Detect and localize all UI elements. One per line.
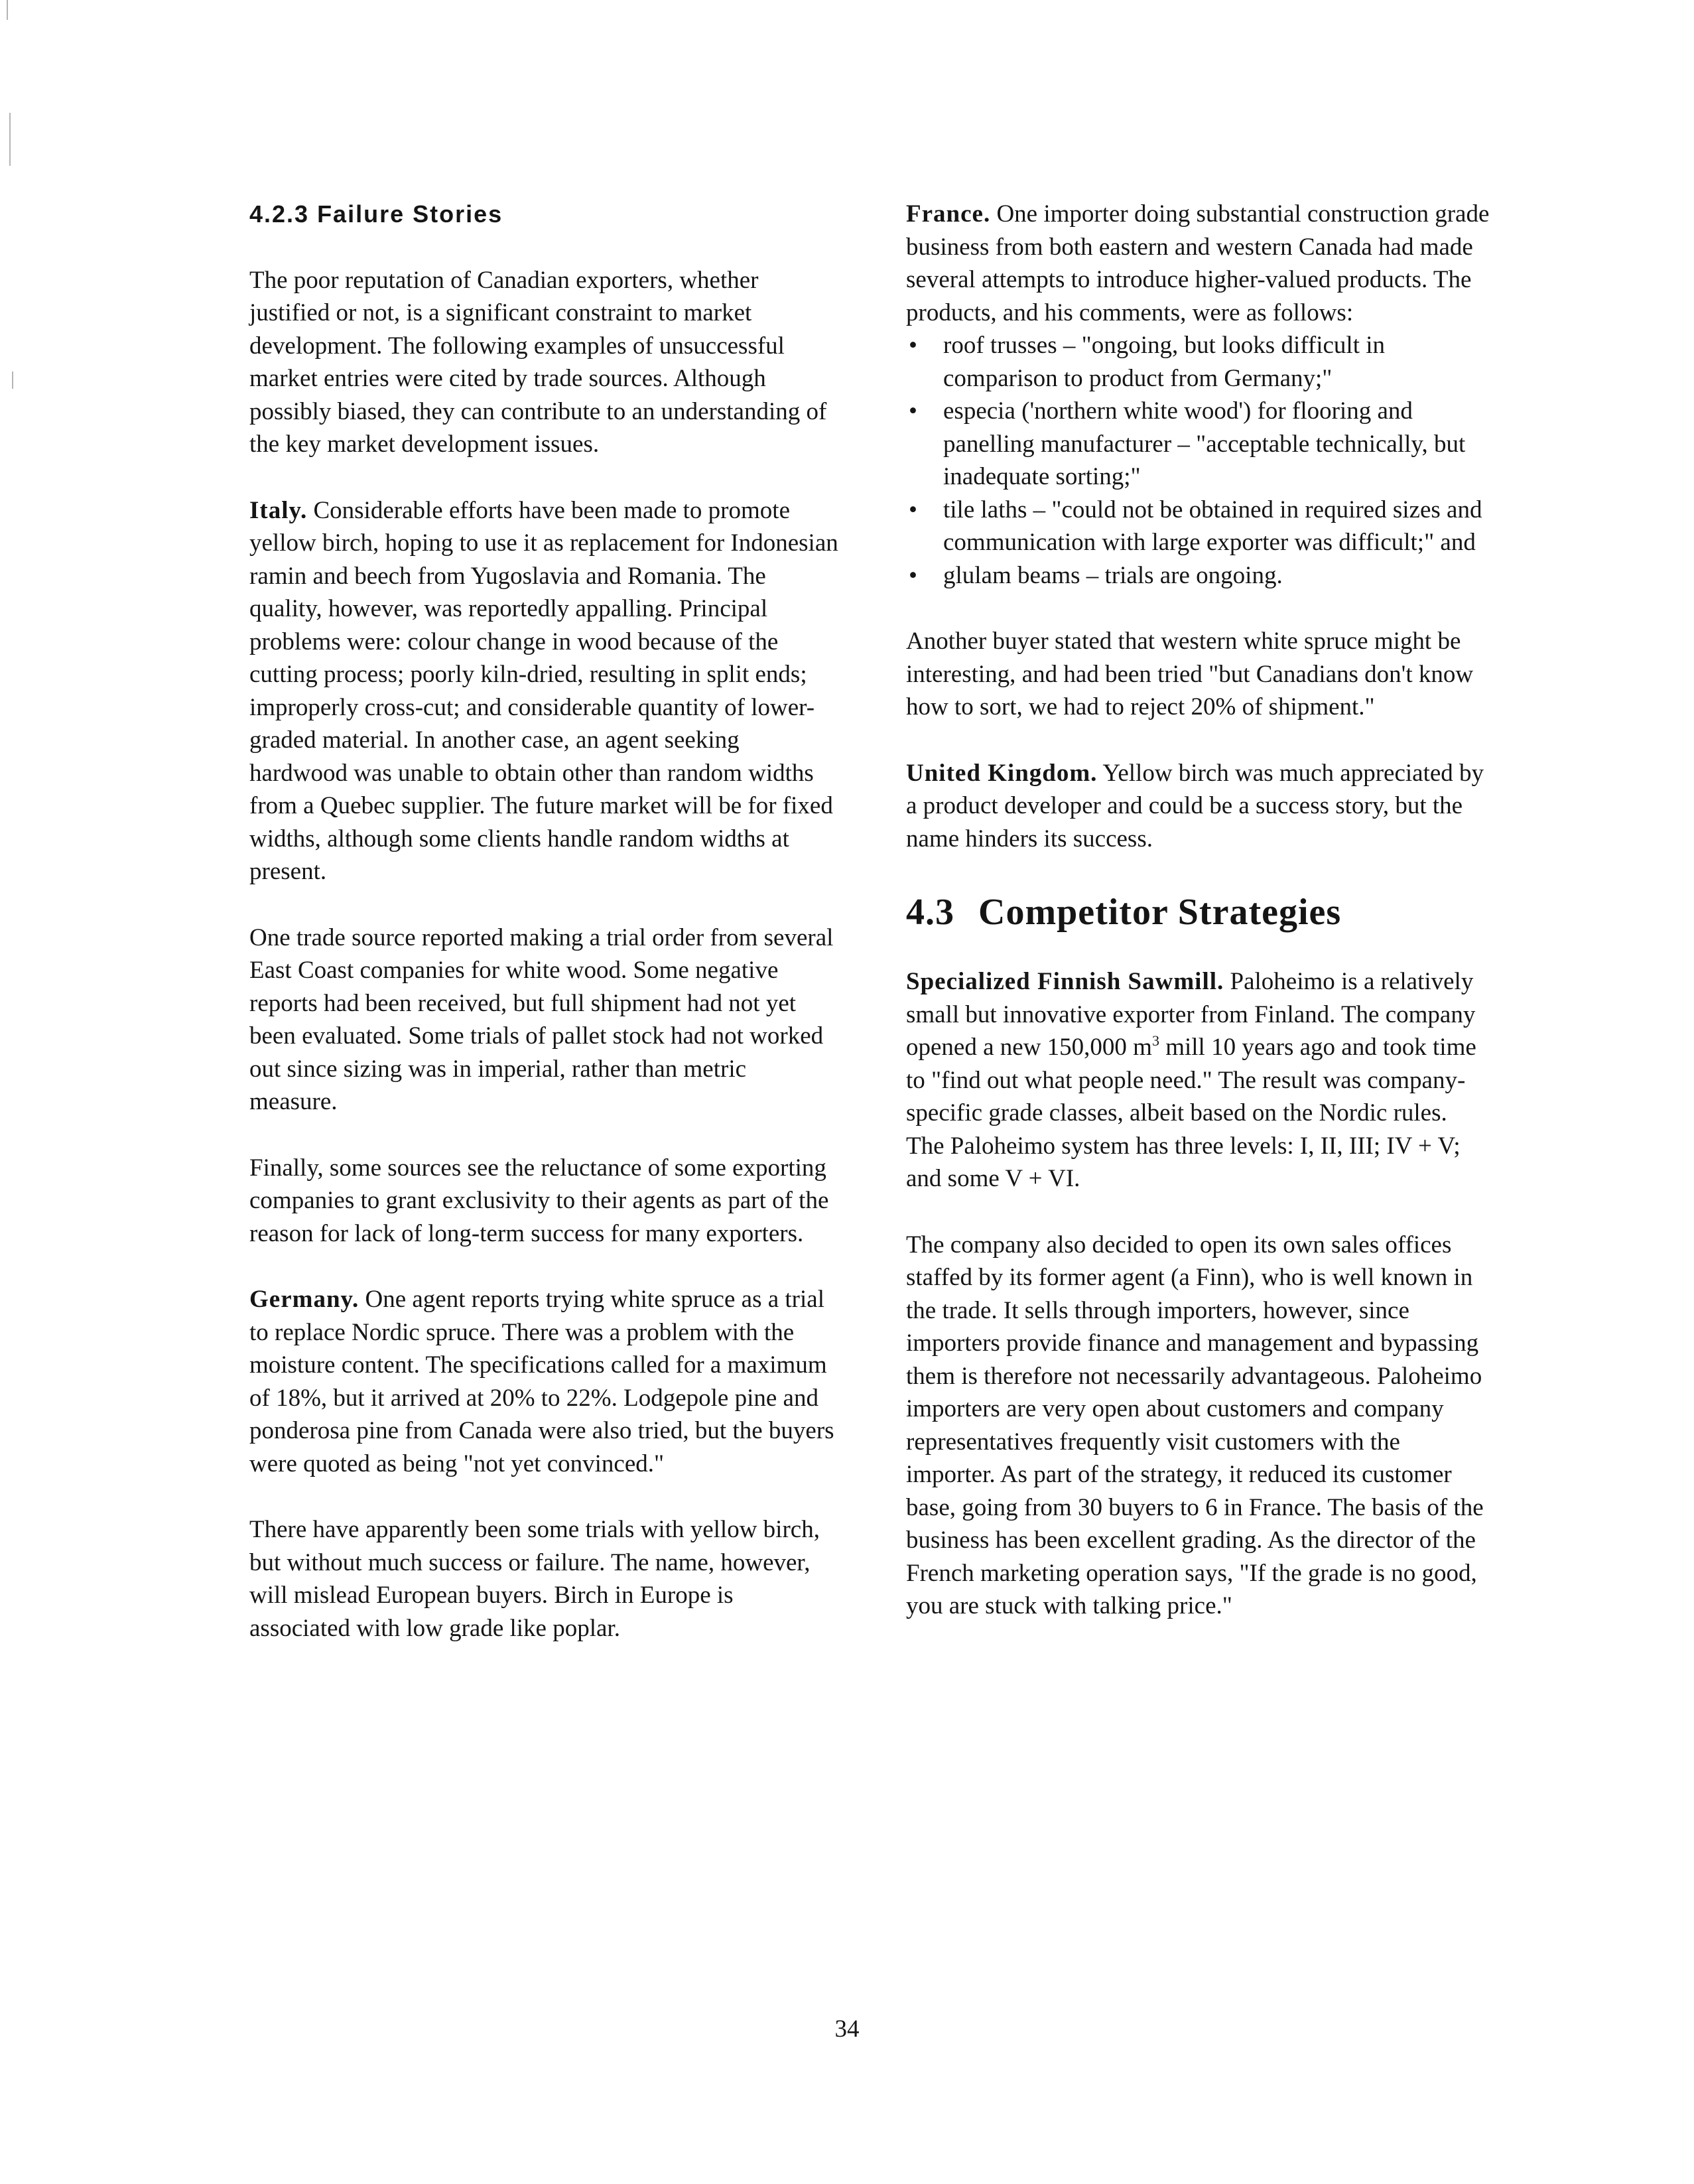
right-column	[906, 198, 1490, 1623]
list-item: • especia ('northern white wood') for flooring and panelling manufacturer – "acceptable technically, but inadequate sorting;"	[906, 395, 1490, 494]
uk-text: Yellow birch was much appreciated by a product developer and could be a success story, but the name hinders its success.	[906, 759, 1484, 853]
sales-offices-paragraph: The company also decided to open its own sales offices staffed by its former agent (a Finn), who is well known in the trade. It sells through importers, however, since importers provide finance and management and bypassing them is therefore not necessarily advantageous. Paloheimo importers are very open about customers and company representatives frequently visit customers with the importer. As part of the strategy, it reduced its customer base, going from 30 buyers to 6 in France. The basis of the business has been excellent grading. As the director of the French marketing operation says, "If the grade is no good, you are stuck with talking price."	[906, 1231, 1484, 1619]
white-spruce-paragraph: Another buyer stated that western white spruce might be interesting, and had been tried "but Canadians don't know how to sort, we had to reject 20% of shipment."	[906, 628, 1474, 720]
italy-text: Considerable efforts have been made to promote yellow birch, hoping to use it as replacement for Indonesian ramin and beech from Yugoslavia and Romania. The quality, however, was reportedly appalling. Principal problems were: colour change in wood because of the cutting process; poorly kiln-dried, resulting in split ends; improperly cross-cut; and considerable quantity of lower-graded material. In another case, an agent seeking hardwood was unable to obtain other than random widths from a Quebec supplier. The future market will be for fixed widths, although some clients handle random widths at present.	[249, 496, 838, 885]
product-list	[906, 329, 1490, 592]
scan-mark	[7, 0, 8, 20]
yellow-birch-paragraph: There have apparently been some trials with yellow birch, but without much success or failure. The name, however, will mislead European buyers. Birch in Europe is associated with low grade like poplar.	[249, 1516, 820, 1642]
intro-paragraph: The poor reputation of Canadian exporters, whether justified or not, is a significant constraint to market development. The following examples of unsuccessful market entries were cited by trade sources. Although possibly biased, they can contribute to an understanding of the key market development issues.	[249, 266, 827, 458]
list-item: • tile laths – "could not be obtained in required sizes and communication with large exporter was difficult;" and	[906, 494, 1490, 559]
france-text: One importer doing substantial construction grade business from both eastern and western Canada had made several attempts to introduce higher-valued products. The products, and his comments, were as follows:	[906, 200, 1490, 326]
uk-lead: United Kingdom.	[906, 759, 1098, 787]
scan-mark	[9, 113, 11, 166]
finnish-sawmill-paragraph	[906, 965, 1490, 1195]
subsection-heading: 4.2.3 Failure Stories	[249, 200, 503, 228]
page-number: 34	[834, 2015, 860, 2043]
section-title: Competitor Strategies	[978, 892, 1342, 933]
section-number: 4.3	[906, 892, 954, 933]
exclusivity-paragraph: Finally, some sources see the reluctance of some exporting companies to grant exclusivity to their agents as part of the reason for lack of long-term success for many exporters.	[249, 1154, 829, 1247]
germany-lead: Germany.	[249, 1286, 359, 1313]
finnish-text-1: Paloheimo is a relatively small but innovative exporter from Finland. The company opened a new 150,000 m	[906, 968, 1476, 1061]
left-column	[249, 198, 840, 1645]
france-lead: France.	[906, 200, 991, 228]
finnish-text-2: mill 10 years ago and took time to "find out what people need." The result was company-specific grade classes, albeit based on the Nordic rules. The Paloheimo system has three levels: I, II, III; IV + V; and some V + VI.	[906, 1034, 1476, 1192]
list-item: • roof trusses – "ongoing, but looks difficult in comparison to product from Germany;"	[906, 329, 1490, 395]
scan-mark	[12, 372, 13, 389]
section-heading	[906, 888, 1490, 936]
italy-lead: Italy.	[249, 496, 308, 524]
cubic-superscript: 3	[1151, 1032, 1159, 1049]
france-paragraph	[906, 198, 1490, 329]
italy-paragraph	[249, 494, 840, 888]
list-item: • glulam beams – trials are ongoing.	[906, 559, 1490, 592]
trial-order-paragraph: One trade source reported making a trial order from several East Coast companies for white wood. Some negative reports had been received, but full shipment had not yet been evaluated. Some trials of pallet stock had not worked out since sizing was in imperial, rather than metric measure.	[249, 923, 834, 1115]
uk-paragraph	[906, 757, 1490, 856]
finnish-lead: Specialized Finnish Sawmill.	[906, 968, 1224, 995]
germany-paragraph	[249, 1283, 840, 1480]
germany-text: One agent reports trying white spruce as a trial to replace Nordic spruce. There was a problem with the moisture content. The specifications called for a maximum of 18%, but it arrived at 20% to 22%. Lodgepole pine and ponderosa pine from Canada were also tried, but the buyers were quoted as being "not yet convinced."	[249, 1286, 834, 1477]
